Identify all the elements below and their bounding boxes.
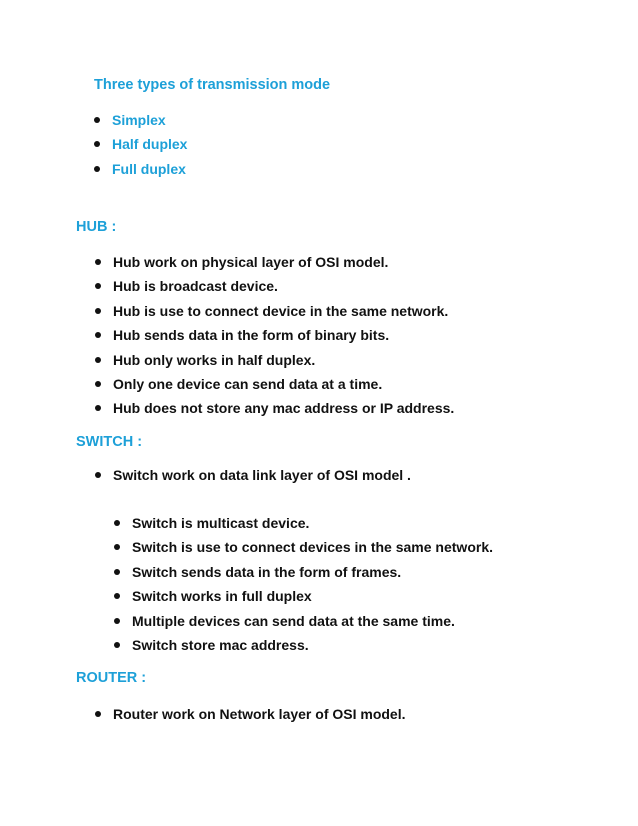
router-heading: ROUTER :	[76, 670, 147, 686]
switch-heading: SWITCH :	[76, 434, 143, 450]
bullet-icon	[94, 166, 100, 172]
bullet-icon	[114, 618, 120, 624]
bullet-icon	[114, 520, 120, 526]
bullet-icon	[114, 642, 120, 648]
bullet-icon	[95, 711, 101, 717]
bullet-icon	[95, 259, 101, 265]
bullet-icon	[94, 117, 100, 123]
bullet-icon	[95, 332, 101, 338]
document-page: Three types of transmission mode Simplex Half duplex Full duplex HUB : Hub work on physical layer of OSI model. Hub is broadcast device. Hub is use to connect device in the same network. Hub sends data in the form of binary bits. Hub only works in half duplex. Only one device can send data at a time. Hub does not store any mac address or IP address. SWITCH : Switch work on data link layer of OSI model . Switch is multicast device. Switch is use to connect devices in the same network. Switch sends data in the form of frames. Switch works in full duplex Multiple devices can send data at the same time. Switch store mac address. ROUTER : Router work on Network layer of OSI model.	[76, 77, 493, 722]
bullet-icon	[95, 472, 101, 478]
bullet-icon	[95, 283, 101, 289]
bullet-icon	[114, 569, 120, 575]
transmission-heading: Three types of transmission mode	[94, 77, 331, 93]
bullet-icon	[114, 544, 120, 550]
bullet-icon	[114, 593, 120, 599]
bullet-icon	[94, 141, 100, 147]
bullet-icon	[95, 357, 101, 363]
bullet-icon	[95, 308, 101, 314]
bullet-icon	[95, 381, 101, 387]
hub-heading: HUB :	[76, 219, 117, 235]
bullet-icon	[95, 405, 101, 411]
